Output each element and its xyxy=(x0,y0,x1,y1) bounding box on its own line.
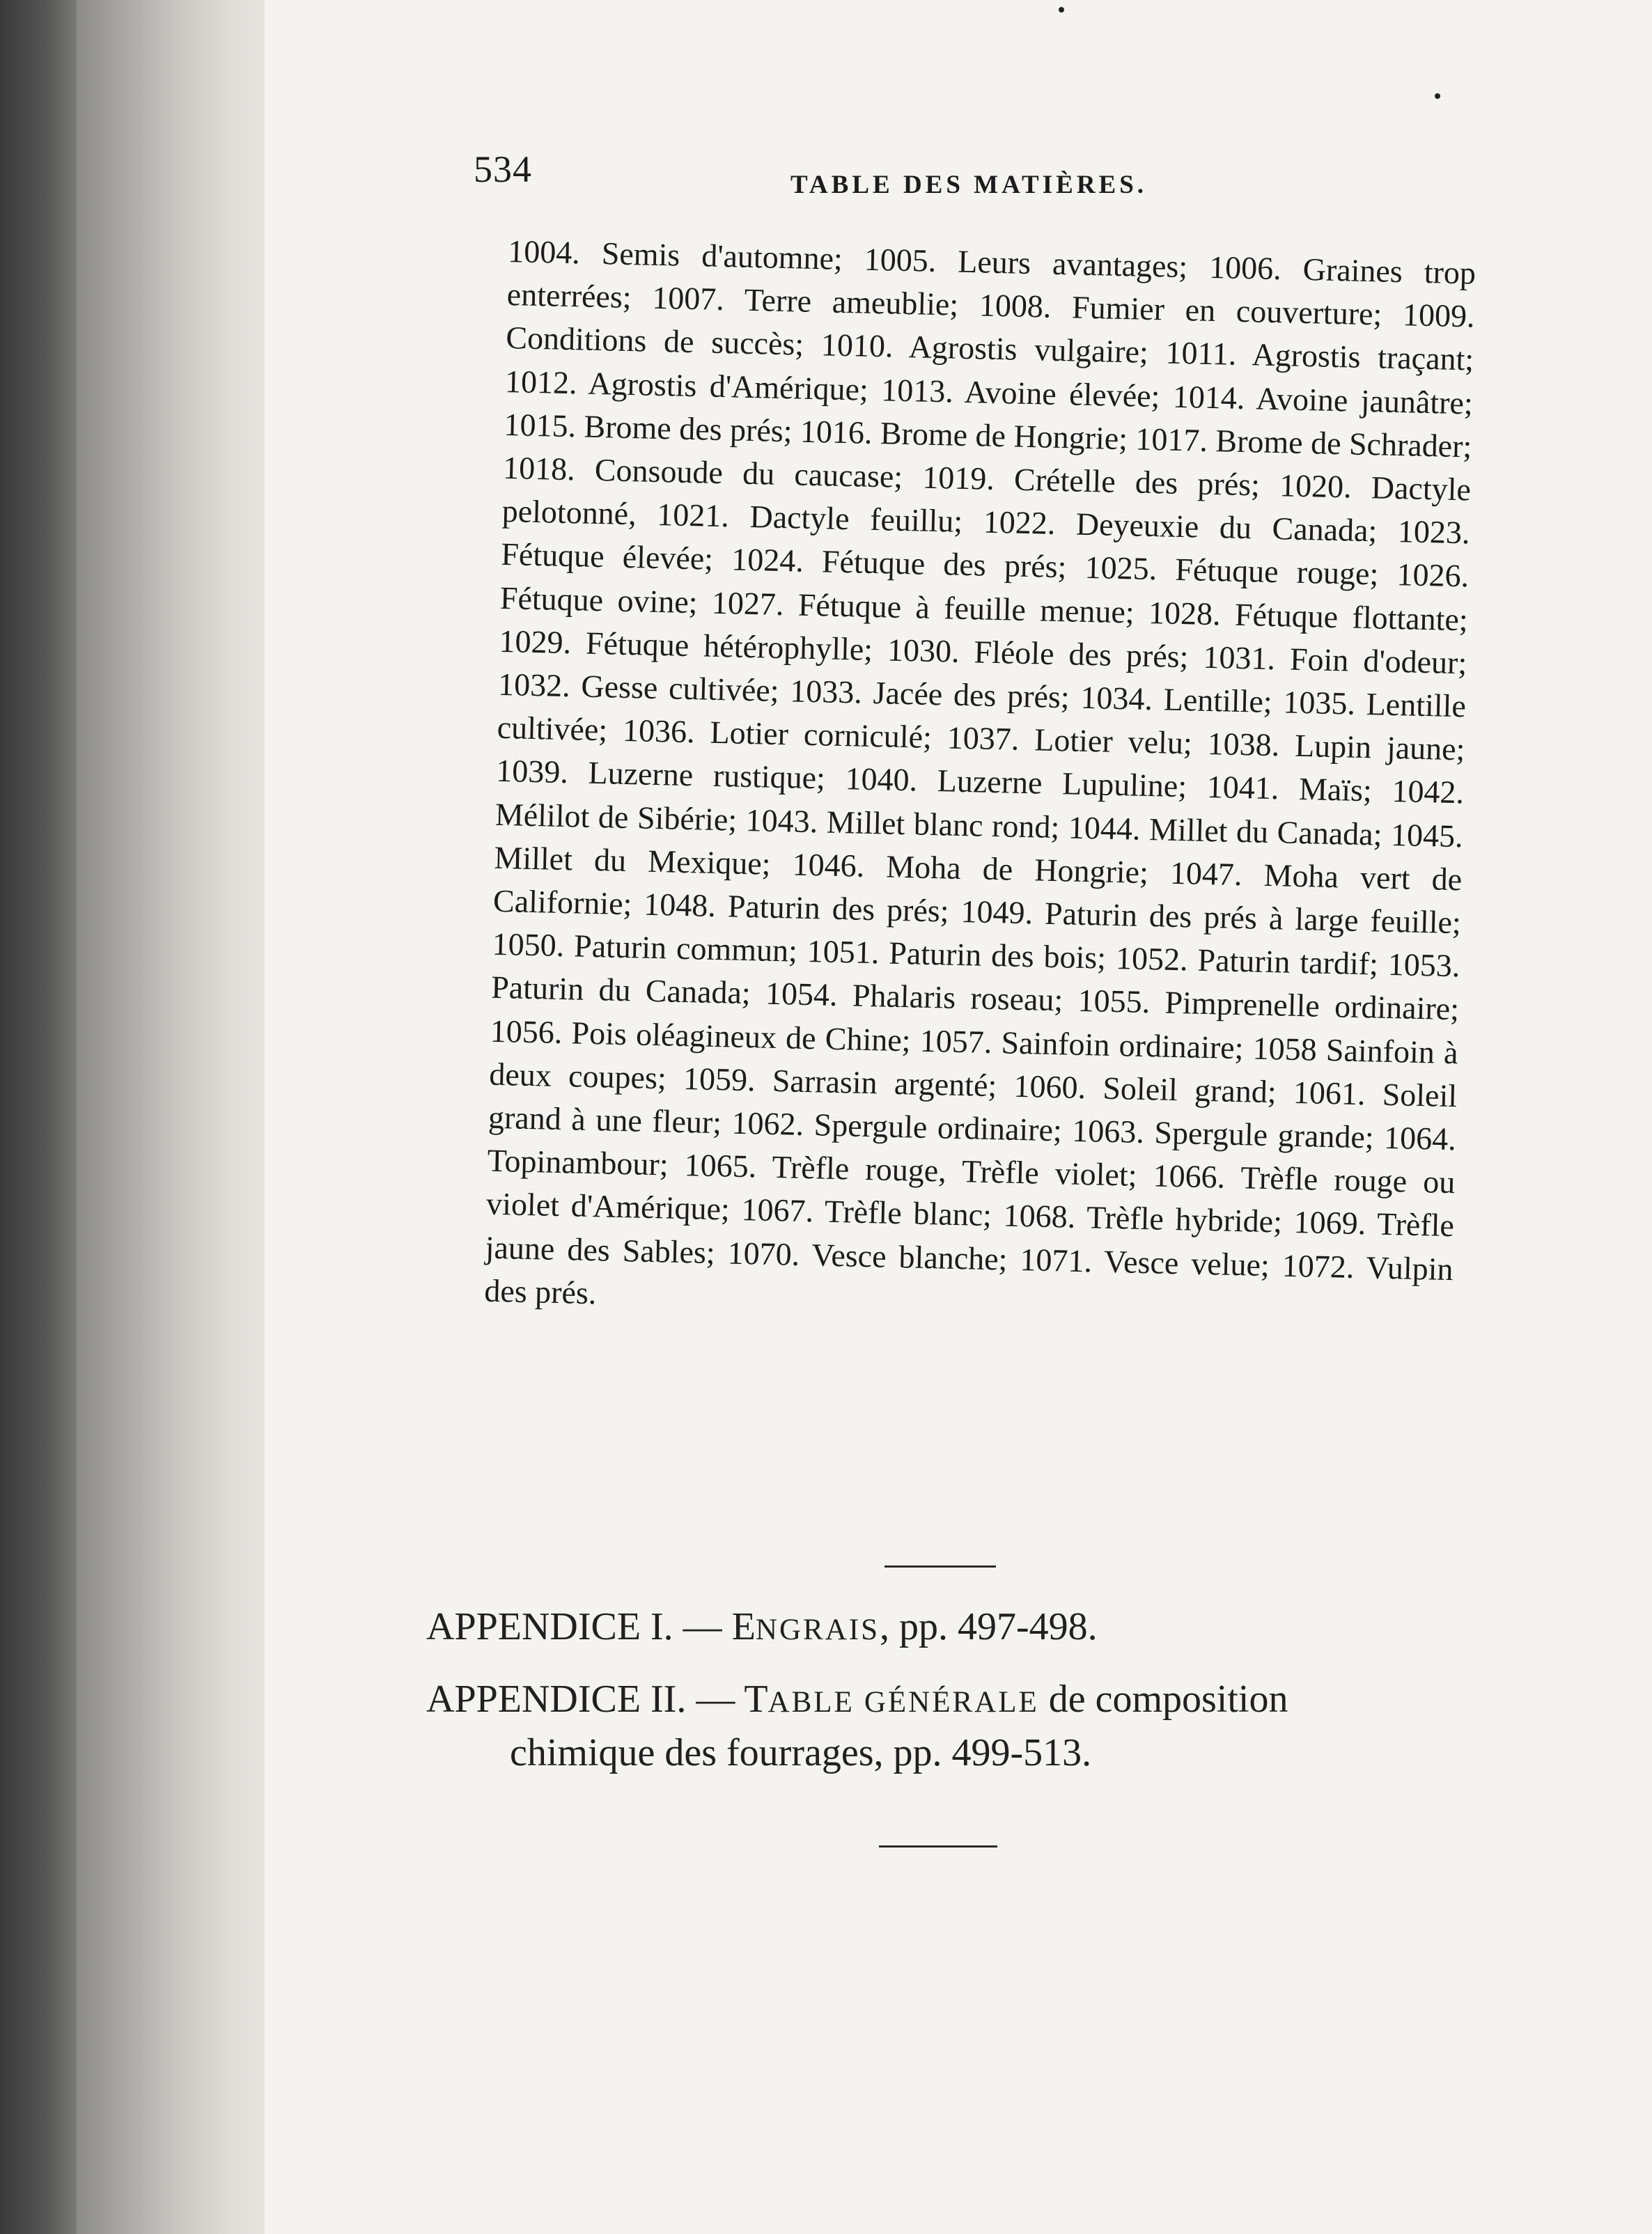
index-entries-text: 1004. Semis d'automne; 1005. Leurs avantages; 1006. Graines trop enterrées; 1007. Terre ameublie; 1008. Fumier en couverture; 1009. Conditions de succès; 1010. Agrostis vulgaire; 1011. Agrostis traçant; 1012. Agrostis d'Amérique; 1013. Avoine élevée; 1014. Avoine jaunâtre; 1015. Brome des prés; 1016. Brome de Hongrie; 1017. Brome de Schrader; 1018. Consoude du caucase; 1019. Crételle des prés; 1020. Dactyle pelotonné, 1021. Dactyle feuillu; 1022. Deyeuxie du Canada; 1023. Fétuque élevée; 1024. Fétuque des prés; 1025. Fétuque rouge; 1026. Fétuque ovine; 1027. Fétuque à feuille menue; 1028. Fétuque flottante; 1029. Fétuque hétérophylle; 1030. Fléole des prés; 1031. Foin d'odeur; 1032. Gesse cultivée; 1033. Jacée des prés; 1034. Lentille; 1035. Lentille cultivée; 1036. Lotier corniculé; 1037. Lotier velu; 1038. Lupin jaune; 1039. Luzerne rustique; 1040. Luzerne Lupuline; 1041. Maïs; 1042. Mélilot de Sibérie; 1043. Millet blanc rond; 1044. Millet du Canada; 1045. Millet du Mexique; 1046. Moha de Hongrie; 1047. Moha vert de Californie; 1048. Paturin des prés; 1049. Paturin des prés à large feuille; 1050. Paturin commun; 1051. Paturin des bois; 1052. Paturin tardif; 1053. Paturin du Canada; 1054. Phalaris roseau; 1055. Pimprenelle ordinaire; 1056. Pois oléagineux de Chine; 1057. Sainfoin ordinaire; 1058 Sainfoin à deux coupes; 1059. Sarrasin argenté; 1060. Soleil grand; 1061. Soleil grand à une fleur; 1062. Spergule ordinaire; 1063. Spergule grande; 1064. Topinambour; 1065. Trèfle rouge, Trèfle violet; 1066. Trèfle rouge ou violet d'Amérique; 1067. Trèfle blanc; 1068. Trèfle hybride; 1069. Trèfle jaune des Sables; 1070. Vesce blanche; 1071. Vesce velue; 1072. Vulpin des prés. xyxy=(483,233,1476,1311)
index-entries-paragraph xyxy=(484,230,1476,1334)
appendix-title-initial: E xyxy=(731,1605,756,1648)
appendix-title-tail: de composition xyxy=(1048,1678,1288,1721)
section-divider-rule xyxy=(885,1565,996,1568)
running-head: TABLE DES MATIÈRES. xyxy=(790,171,1148,199)
appendix-label: APPENDICE II. — xyxy=(426,1678,735,1721)
ink-speck xyxy=(1435,93,1440,99)
appendix-title-smallcaps: GÉNÉRALE xyxy=(864,1686,1039,1719)
book-binding-shadow xyxy=(77,0,265,2234)
appendix-pages: , pp. 497-498. xyxy=(879,1605,1098,1648)
scan-border xyxy=(0,0,77,2234)
page-number: 534 xyxy=(474,148,532,190)
appendix-label: APPENDICE I. — xyxy=(426,1605,722,1648)
appendix-title-smallcaps: NGRAIS xyxy=(755,1614,880,1646)
ink-speck xyxy=(1059,7,1064,13)
appendix-title-smallcaps: ABLE xyxy=(767,1686,855,1719)
end-divider-rule xyxy=(879,1845,997,1848)
appendix-title-initial: T xyxy=(744,1678,768,1721)
appendix-entry-2 xyxy=(426,1674,1485,1778)
appendix-entry-1 xyxy=(426,1602,1471,1655)
appendix-title-continuation: chimique des fourrages, pp. 499-513. xyxy=(510,1731,1092,1774)
